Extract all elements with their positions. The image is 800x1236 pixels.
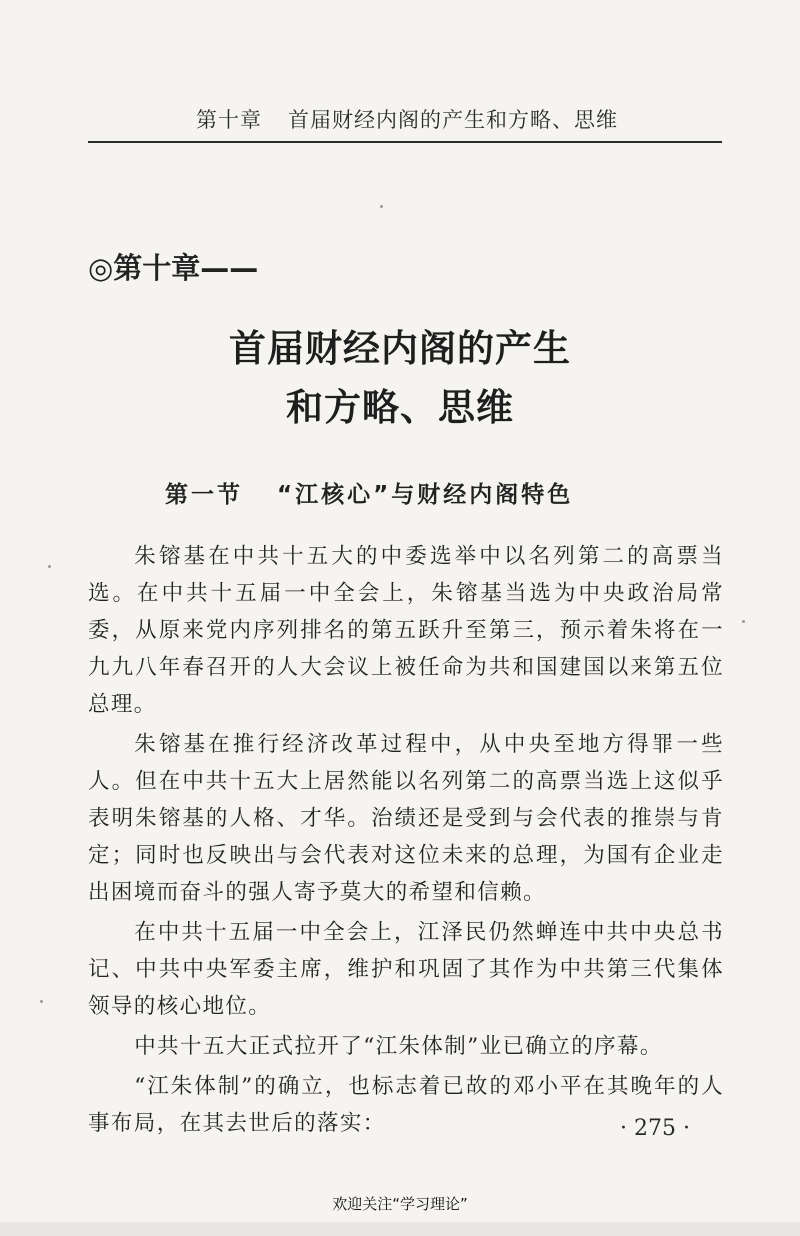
footer-note: 欢迎关注“学习理论”	[332, 1195, 468, 1213]
chapter-title-line-1: 首届财经内阁的产生	[229, 327, 571, 370]
chapter-marker: ◎第十章——	[88, 251, 259, 285]
scan-speck	[380, 205, 383, 208]
section-title: “江核心”与财经内阁特色	[277, 482, 574, 508]
running-header-title: 首届财经内阁的产生和方略、思维	[288, 108, 618, 132]
running-header-chapter: 第十章	[196, 108, 262, 132]
section-number: 第一节	[165, 482, 243, 508]
paragraph: 在中共十五届一中全会上，江泽民仍然蝉连中共中央总书记、中共中央军委主席，维护和巩固了其作为中共第三代集体领导的核心地位。	[88, 920, 724, 1019]
body-text	[88, 538, 724, 1142]
scan-speck	[48, 565, 51, 568]
paragraph: 中共十五大正式拉开了“江朱体制”业已确立的序幕。	[134, 1034, 663, 1059]
scan-bottom-edge	[0, 1222, 800, 1236]
page-number: · 275 ·	[620, 1116, 690, 1141]
paragraph: “江朱体制”的确立，也标志着已故的邓小平在其晚年的人事布局，在其去世后的落实：	[88, 1074, 724, 1136]
scan-speck	[40, 1000, 43, 1003]
paragraph: 朱镕基在推行经济改革过程中，从中央至地方得罪一些人。但在中共十五大上居然能以名列第二的高票当选上这似乎表明朱镕基的人格、才华。治绩还是受到与会代表的推崇与肯定；同时也反映出与会代表对这位未来的总理，为国有企业走出困境而奋斗的强人寄予莫大的希望和信赖。	[88, 732, 724, 905]
running-header	[196, 104, 618, 134]
header-rule	[88, 141, 722, 143]
chapter-title-line-2: 和方略、思维	[286, 386, 514, 429]
scan-speck	[742, 620, 745, 623]
section-heading	[165, 476, 573, 509]
paragraph: 朱镕基在中共十五大的中委选举中以名列第二的高票当选。在中共十五届一中全会上，朱镕基当选为中央政治局常委，从原来党内序列排名的第五跃升至第三，预示着朱将在一九九八年春召开的人大会议上被任命为共和国建国以来第五位总理。	[88, 544, 724, 717]
